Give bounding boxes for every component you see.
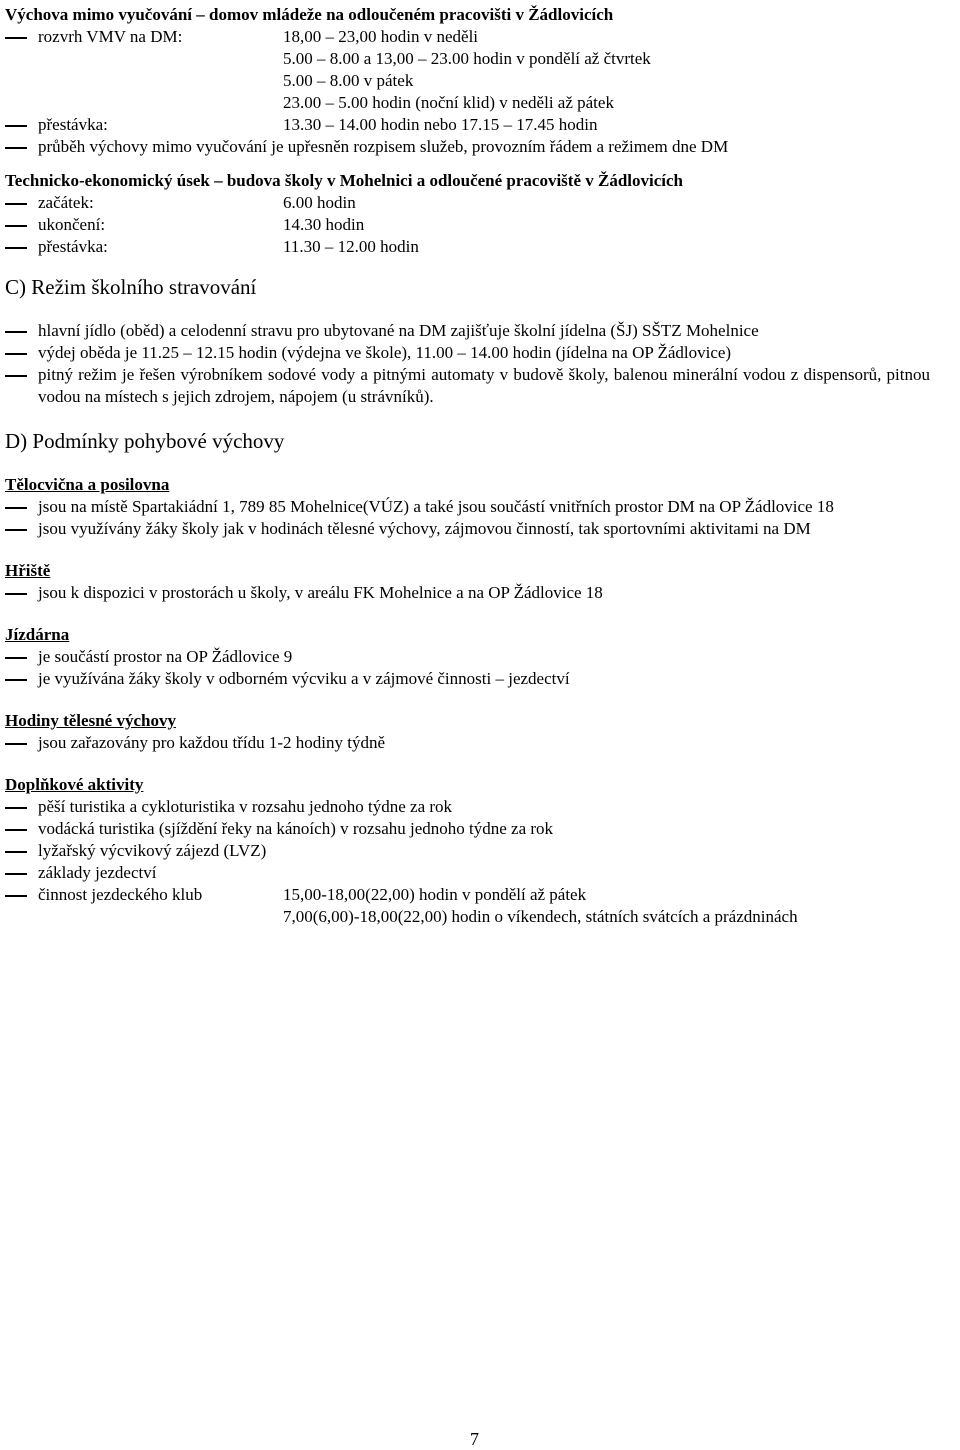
vmv-prestavka-label: přestávka: xyxy=(38,115,108,134)
section-c-item: výdej oběda je 11.25 – 12.15 hodin (výdejna ve škole), 11.00 – 14.00 hodin (jídelna na OP Žádlovice) xyxy=(5,342,930,364)
klub-label: činnost jezdeckého klub xyxy=(38,885,203,904)
teu-row-value: 14.30 hodin xyxy=(283,215,365,234)
vmv-rozvrh-line: 23.00 – 5.00 hodin (noční klid) v neděli až pátek xyxy=(283,93,614,112)
teu-row-value: 11.30 – 12.00 hodin xyxy=(283,237,419,256)
teu-row xyxy=(5,214,930,236)
vmv-rozvrh-label: rozvrh VMV na DM: xyxy=(38,27,183,46)
group-title: Hřiště xyxy=(5,561,51,580)
teu-row xyxy=(5,236,930,258)
section-c-item: hlavní jídlo (oběd) a celodenní stravu pro ubytované na DM zajišťuje školní jídelna (ŠJ) SŠTZ Mohelnice xyxy=(5,320,930,342)
group-item: jsou k dispozici v prostorách u školy, v areálu FK Mohelnice a na OP Žádlovice 18 xyxy=(5,582,930,604)
group-item: jsou na místě Spartakiádní 1, 789 85 Mohelnice(VÚZ) a také jsou součástí vnitřních prostor DM na OP Žádlovice 18 xyxy=(5,496,930,518)
section-d-heading: D) Podmínky pohybové výchovy xyxy=(5,429,285,453)
group-title: Hodiny tělesné výchovy xyxy=(5,711,176,730)
teu-row-label: přestávka: xyxy=(38,237,108,256)
teu-row xyxy=(5,192,930,214)
group-title: Tělocvična a posilovna xyxy=(5,475,170,494)
doplnkove-title: Doplňkové aktivity xyxy=(5,775,144,794)
klub-line: 7,00(6,00)-18,00(22,00) hodin o víkendech, státních svátcích a prázdninách xyxy=(283,907,798,926)
teu-row-value: 6.00 hodin xyxy=(283,193,356,212)
doplnkove-item: základy jezdectví xyxy=(5,862,930,884)
group-item: jsou zařazovány pro každou třídu 1-2 hodiny týdně xyxy=(5,732,930,754)
vmv-prestavka-value: 13.30 – 14.00 hodin nebo 17.15 – 17.45 hodin xyxy=(283,115,598,134)
page-number: 7 xyxy=(470,1429,479,1449)
group-item: jsou využívány žáky školy jak v hodinách tělesné výchovy, zájmovou činností, tak sportovními aktivitami na DM xyxy=(5,518,930,540)
document-page xyxy=(5,4,930,928)
doplnkove-item: lyžařský výcvikový zájezd (LVZ) xyxy=(5,840,930,862)
doplnkove-item: vodácká turistika (sjíždění řeky na kánoích) v rozsahu jednoho týdne za rok xyxy=(5,818,930,840)
vmv-rozvrh-line: 5.00 – 8.00 v pátek xyxy=(283,71,414,90)
vmv-prubeh-item: průběh výchovy mimo vyučování je upřesněn rozpisem služeb, provozním řádem a režimem dne DM xyxy=(5,136,930,158)
doplnkove-item: pěší turistika a cykloturistika v rozsahu jednoho týdne za rok xyxy=(5,796,930,818)
section-c-heading: C) Režim školního stravování xyxy=(5,275,257,299)
group-item: je součástí prostor na OP Žádlovice 9 xyxy=(5,646,930,668)
section-c-item: pitný režim je řešen výrobníkem sodové vody a pitnými automaty v budově školy, balenou minerální vodou z dispensorů, pitnou vodou na místech s jejich zdrojem, nápojem (u strávníků). xyxy=(5,364,930,408)
vmv-rozvrh-item xyxy=(5,26,930,114)
vmv-rozvrh-line: 18,00 – 23,00 hodin v neděli xyxy=(283,27,479,46)
doplnkove-klub-item xyxy=(5,884,930,928)
teu-row-label: ukončení: xyxy=(38,215,106,234)
vmv-prestavka-item xyxy=(5,114,930,136)
group-item: je využívána žáky školy v odborném výcviku a v zájmové činnosti – jezdectví xyxy=(5,668,930,690)
teu-heading: Technicko-ekonomický úsek – budova školy v Mohelnici a odloučené pracoviště v Žádlovicích xyxy=(5,171,684,190)
vmv-heading: Výchova mimo vyučování – domov mládeže na odloučeném pracovišti v Žádlovicích xyxy=(5,5,614,24)
vmv-rozvrh-line: 5.00 – 8.00 a 13,00 – 23.00 hodin v pondělí až čtvrtek xyxy=(283,49,651,68)
teu-row-label: začátek: xyxy=(38,193,94,212)
group-title: Jízdárna xyxy=(5,625,70,644)
klub-line: 15,00-18,00(22,00) hodin v pondělí až pátek xyxy=(283,885,587,904)
